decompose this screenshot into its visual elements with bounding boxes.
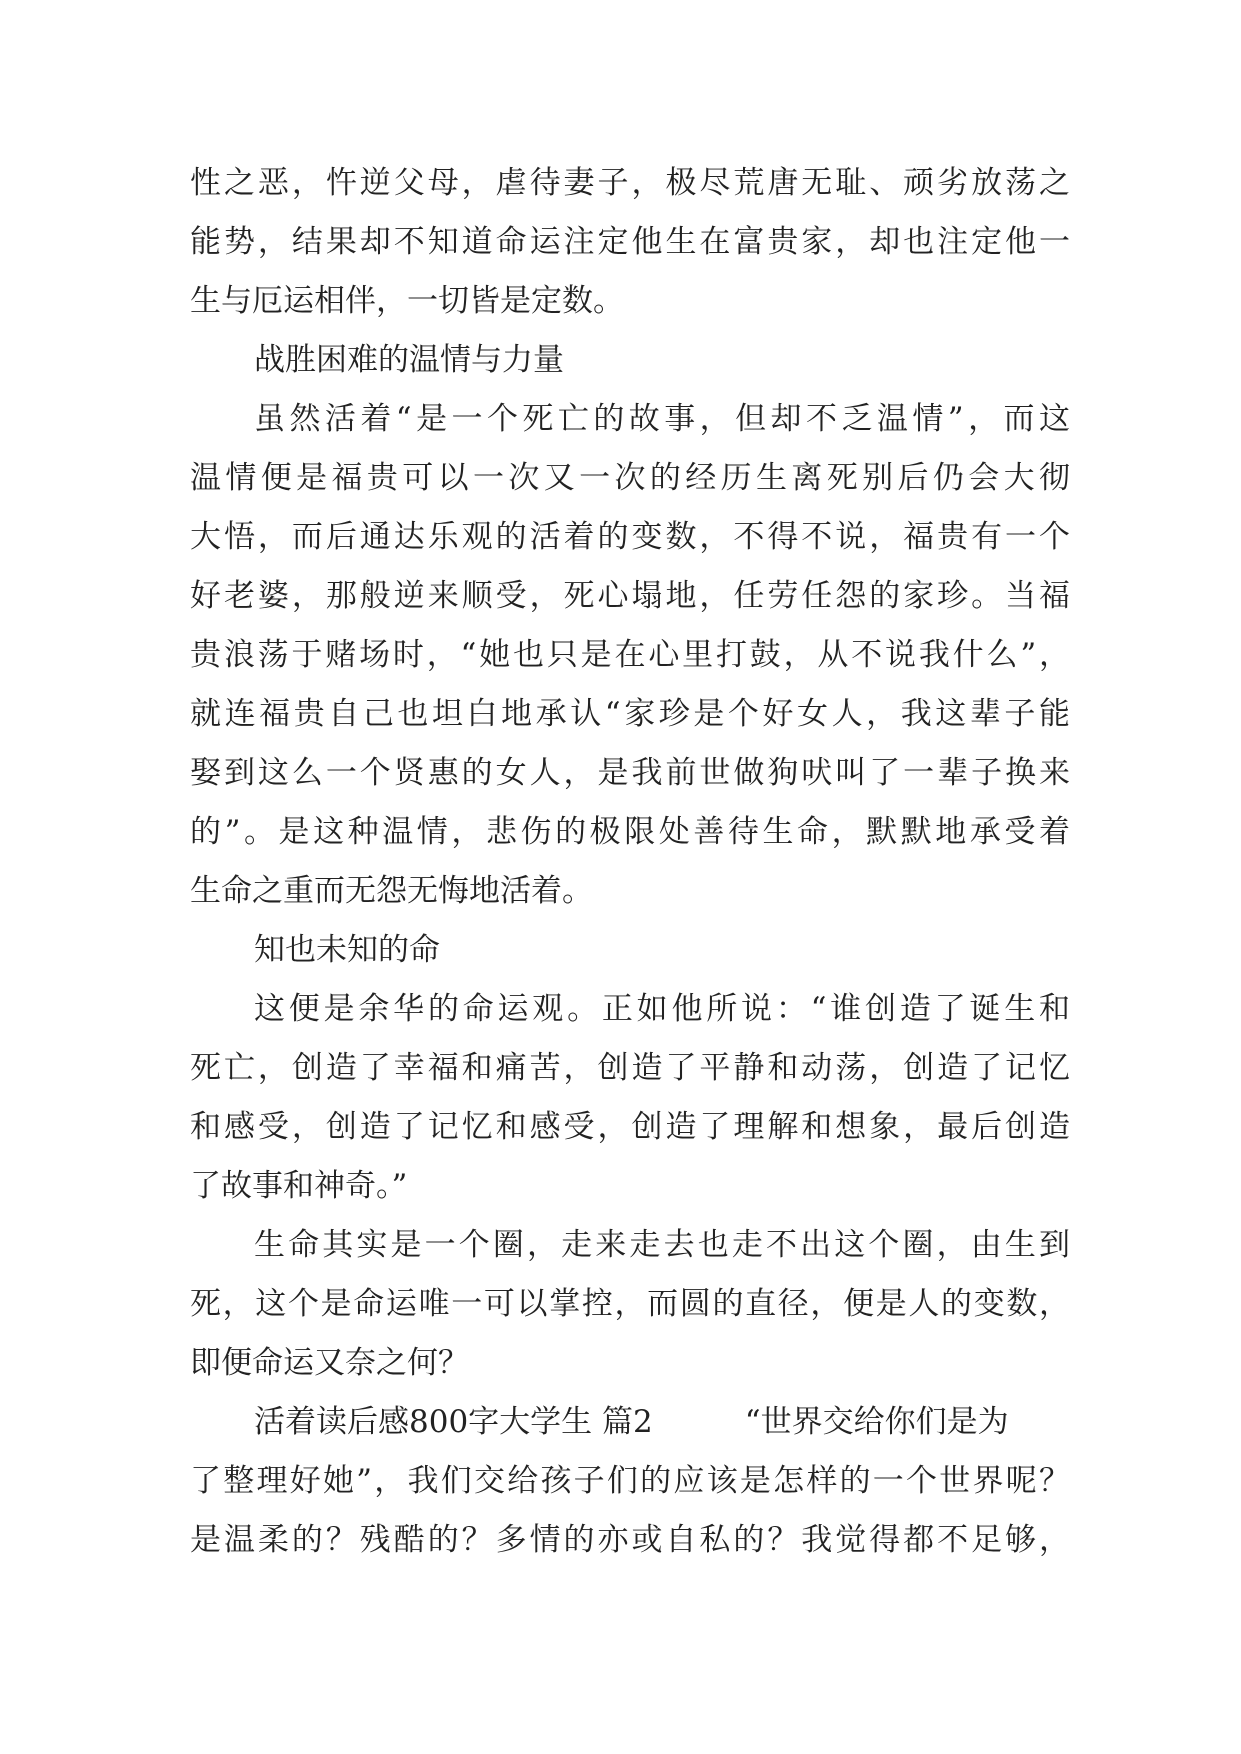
text-line: 死亡，创造了幸福和痛苦，创造了平静和动荡，创造了记忆 [190, 1050, 1070, 1086]
section-heading: 战胜困难的温情与力量 [254, 342, 564, 378]
text-line: 娶到这么一个贤惠的女人，是我前世做狗吠叫了一辈子换来 [190, 755, 1070, 791]
section-heading: 知也未知的命 [254, 932, 440, 968]
text-line [190, 1393, 1070, 1452]
text-line: 虽然活着“是一个死亡的故事，但却不乏温情”，而这 [254, 401, 1070, 437]
text-line: 生命之重而无怨无悔地活着。 [190, 873, 593, 909]
text-line: 大悟，而后通达乐观的活着的变数，不得不说，福贵有一个 [190, 519, 1070, 555]
text-line: 性之恶，忤逆父母，虐待妻子，极尽荒唐无耻、顽劣放荡之 [190, 165, 1070, 201]
text-line: 贵浪荡于赌场时，“她也只是在心里打鼓，从不说我什么”， [190, 637, 1070, 673]
text-line: 生命其实是一个圈，走来走去也走不出这个圈，由生到 [254, 1227, 1070, 1263]
article-title: 活着读后感800字大学生 篇2 [254, 1404, 653, 1440]
text-line: 能势，结果却不知道命运注定他生在富贵家，却也注定他一 [190, 224, 1070, 260]
text-line: 这便是余华的命运观。正如他所说：“谁创造了诞生和 [254, 991, 1070, 1027]
text-line: 生与厄运相伴，一切皆是定数。 [190, 283, 624, 319]
text-fragment: “世界交给你们是为 [744, 1404, 1009, 1440]
text-line: 死，这个是命运唯一可以掌控，而圆的直径，便是人的变数， [190, 1286, 1070, 1322]
text-line: 温情便是福贵可以一次又一次的经历生离死别后仍会大彻 [190, 460, 1070, 496]
text-line: 好老婆，那般逆来顺受，死心塌地，任劳任怨的家珍。当福 [190, 578, 1070, 614]
text-line: 即便命运又奈之何？ [190, 1345, 469, 1381]
text-line: 就连福贵自己也坦白地承认“家珍是个好女人，我这辈子能 [190, 696, 1070, 732]
text-line: 的”。是这种温情，悲伤的极限处善待生命，默默地承受着 [190, 814, 1070, 850]
document-body [190, 154, 1070, 1570]
text-line: 和感受，创造了记忆和感受，创造了理解和想象，最后创造 [190, 1109, 1070, 1145]
text-line: 是温柔的？残酷的？多情的亦或自私的？我觉得都不足够， [190, 1522, 1070, 1558]
text-line: 了整理好她”，我们交给孩子们的应该是怎样的一个世界呢？ [190, 1463, 1070, 1499]
text-line: 了故事和神奇。” [190, 1168, 408, 1204]
